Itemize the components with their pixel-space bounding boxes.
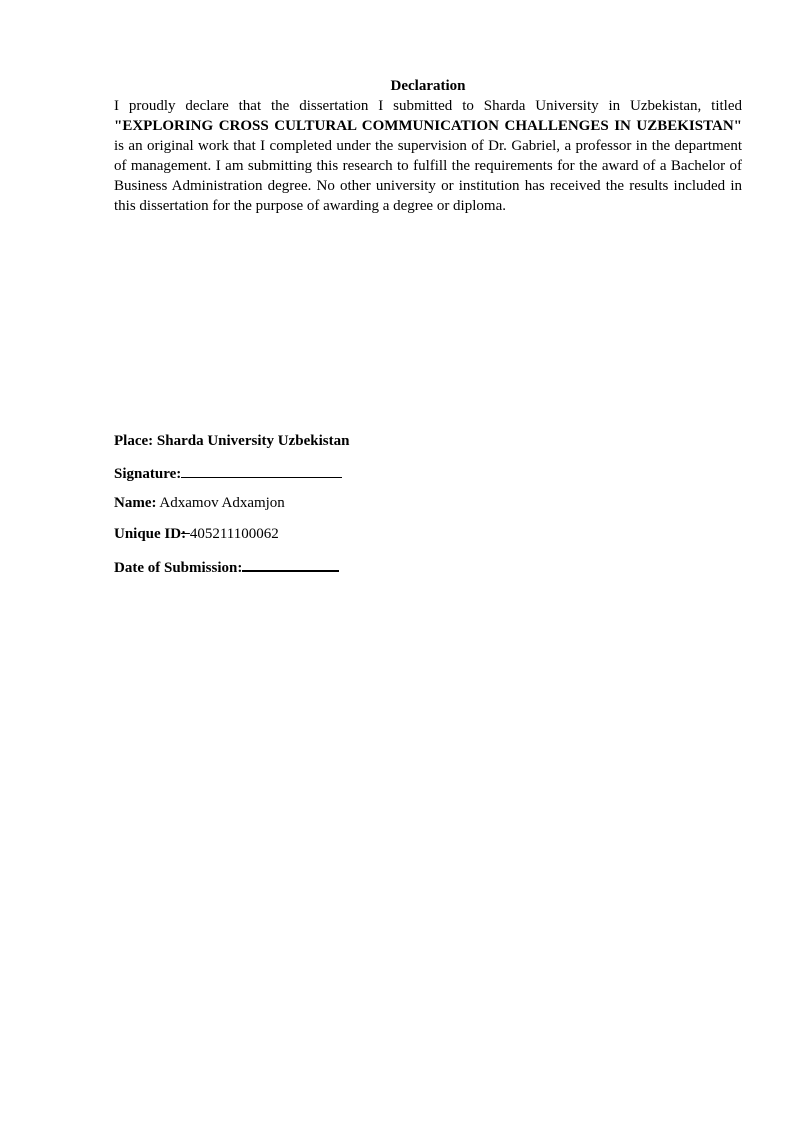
unique-id-label: Unique ID (114, 526, 182, 542)
signature-line (114, 463, 342, 483)
unique-id-colon: : (181, 526, 190, 542)
paragraph-intro: I proudly declare that the dissertation I submitted to Sharda University in Uzbekistan, titled (114, 98, 742, 114)
date-label: Date of Submission: (114, 560, 243, 576)
paragraph-rest: is an original work that I completed under the supervision of Dr. Gabriel, a professor in the department of management. I am submitting this research to fulfill the requirements for the award of a Bachelor of Business Administration degree. No other university or institution has received the results included in this dissertation for the purpose of awarding a degree or diploma. (114, 138, 742, 214)
unique-id-value: 405211100062 (189, 526, 279, 542)
declaration-title: Declaration (390, 78, 466, 94)
signature-blank (181, 463, 342, 478)
date-line (114, 556, 339, 577)
name-label: Name: (114, 495, 157, 511)
name-value: Adxamov Adxamjon (156, 495, 285, 511)
place-text: Place: Sharda University Uzbekistan (114, 433, 350, 449)
thesis-title: "EXPLORING CROSS CULTURAL COMMUNICATION CHALLENGES IN UZBEKISTAN" (114, 118, 742, 134)
unique-id-line (114, 525, 279, 543)
declaration-paragraph (114, 96, 742, 216)
name-line (114, 494, 285, 512)
place-line (114, 432, 349, 450)
date-blank (242, 556, 339, 572)
signature-label: Signature: (114, 466, 182, 482)
